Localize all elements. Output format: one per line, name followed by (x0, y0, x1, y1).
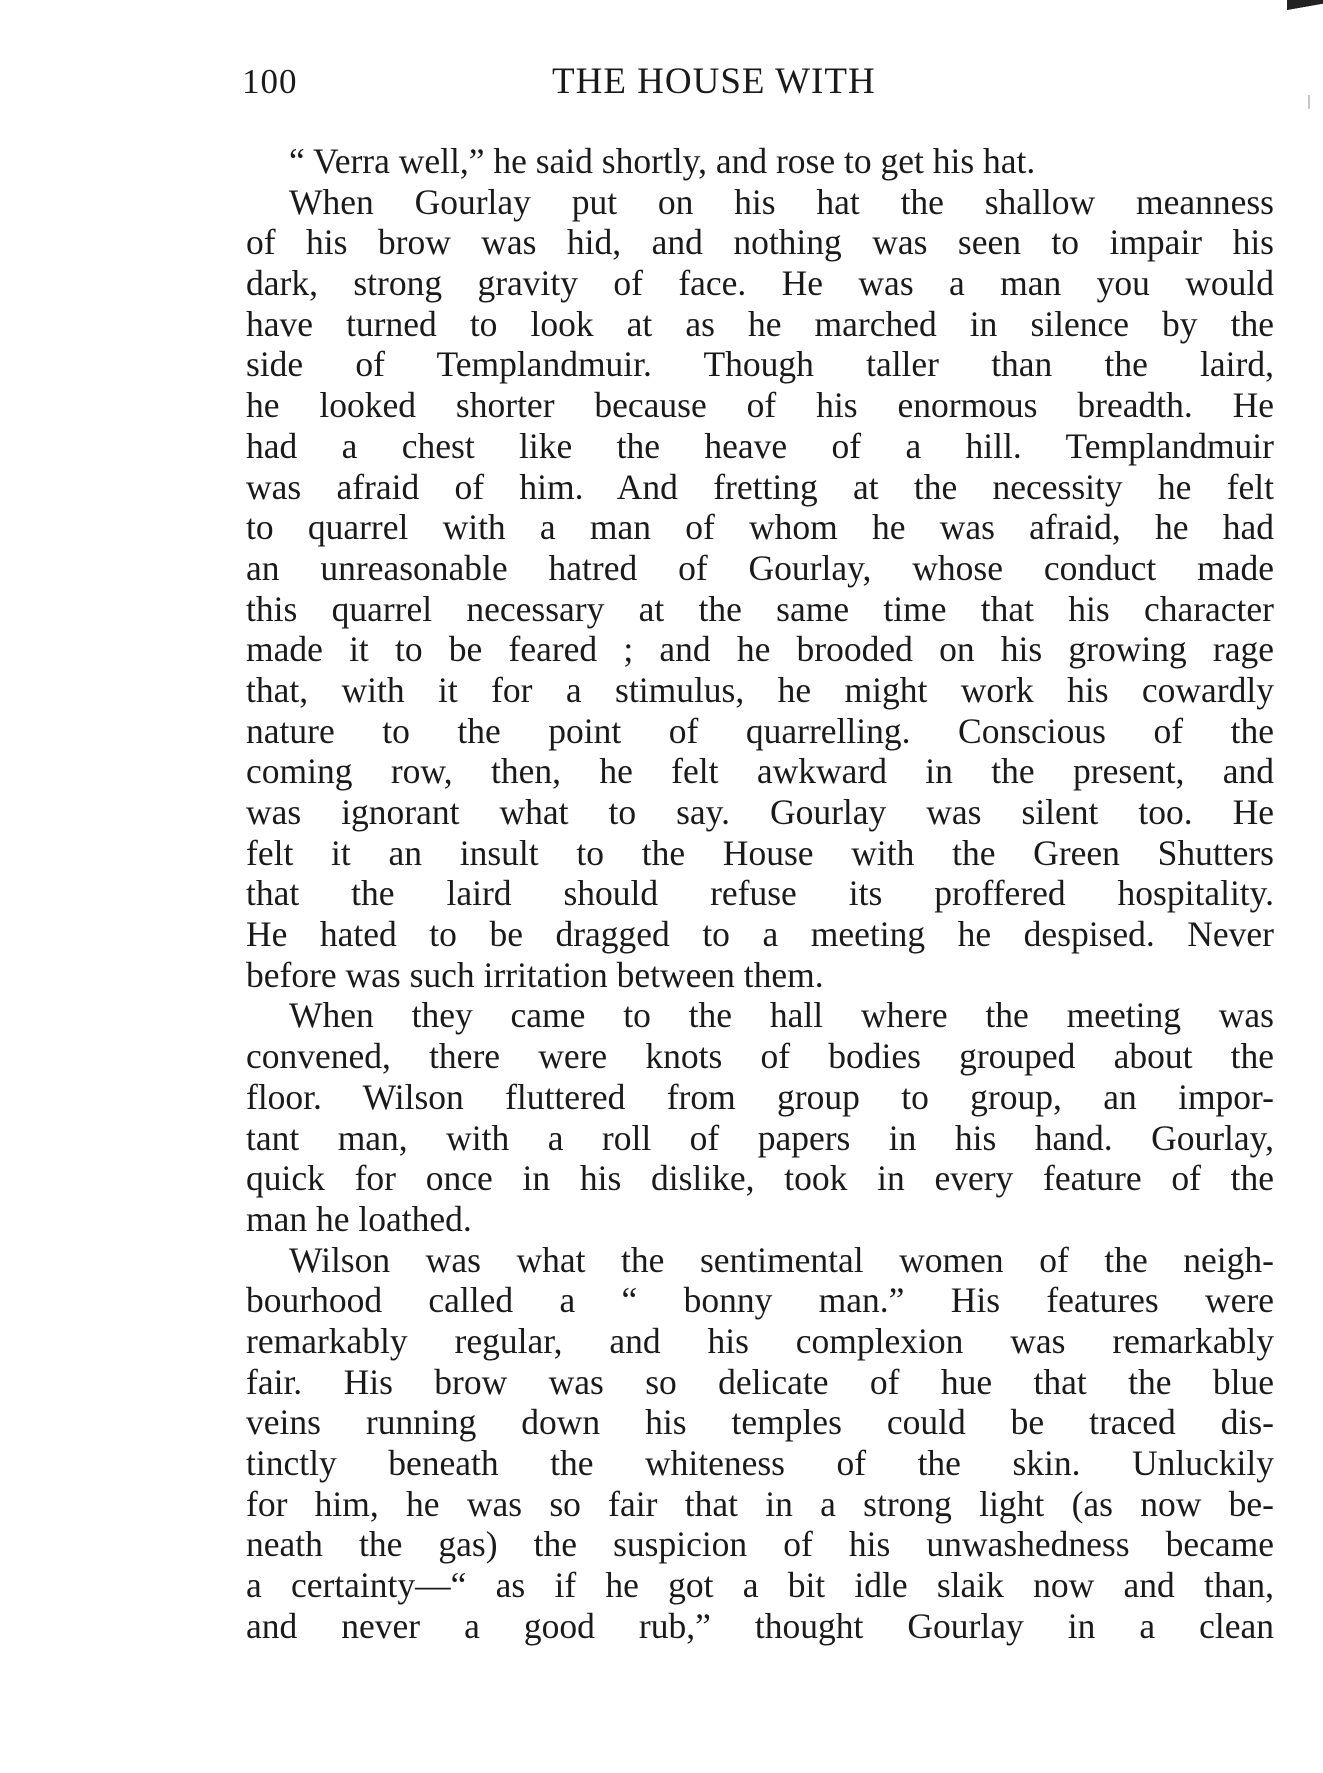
text-line: made it to be feared ; and he brooded on his growing rage (246, 629, 1274, 670)
text-line: bourhood called a “ bonny man.” His features were (246, 1280, 1274, 1321)
text-line: tinctly beneath the whiteness of the skin. Unluckily (246, 1443, 1274, 1483)
text-line: man he loathed. (246, 1198, 472, 1239)
body-text (246, 141, 1274, 1646)
text-line: When they came to the hall where the meeting was (289, 995, 1274, 1036)
text-line: of his brow was hid, and nothing was seen to impair his (246, 222, 1274, 263)
text-line: before was such irritation between them. (246, 954, 824, 995)
text-line: was afraid of him. And fretting at the necessity he felt (246, 466, 1274, 507)
text-line: that, with it for a stimulus, he might work his cowardly (246, 669, 1274, 710)
text-line: nature to the point of quarrelling. Conscious of the (246, 710, 1274, 751)
text-line: an unreasonable hatred of Gourlay, whose conduct made (246, 547, 1274, 588)
text-line: was ignorant what to say. Gourlay was silent too. He (246, 792, 1274, 832)
text-line: Wilson was what the sentimental women of the neigh- (289, 1239, 1274, 1280)
text-line: a certainty—“ as if he got a bit idle slaik now and than, (246, 1565, 1274, 1606)
running-title: THE HOUSE WITH (552, 61, 876, 102)
text-line: that the laird should refuse its proffered hospitality. (246, 873, 1274, 914)
text-line: convened, there were knots of bodies grouped about the (246, 1036, 1274, 1077)
text-line: this quarrel necessary at the same time that his character (246, 588, 1274, 629)
text-line: to quarrel with a man of whom he was afraid, he had (246, 507, 1274, 548)
text-line: floor. Wilson fluttered from group to group, an impor- (246, 1076, 1274, 1117)
page-number: 100 (242, 62, 298, 101)
text-line: He hated to be dragged to a meeting he despised. Never (246, 914, 1274, 955)
text-line: felt it an insult to the House with the Green Shutters (246, 832, 1274, 873)
text-line: remarkably regular, and his complexion was remarkably (246, 1320, 1274, 1361)
text-line: veins running down his temples could be traced dis- (246, 1402, 1274, 1443)
scan-speck (1308, 95, 1310, 109)
text-line: for him, he was so fair that in a strong light (as now be- (246, 1483, 1274, 1524)
text-line: had a chest like the heave of a hill. Templandmuir (246, 425, 1274, 466)
text-line: neath the gas) the suspicion of his unwashedness became (246, 1524, 1274, 1565)
running-head (242, 62, 970, 108)
text-line: have turned to look at as he marched in silence by the (246, 303, 1274, 344)
text-line: fair. His brow was so delicate of hue that the blue (246, 1361, 1274, 1402)
text-line: “ Verra well,” he said shortly, and rose to get his hat. (289, 141, 1036, 181)
scan-corner-mark (1287, 0, 1323, 22)
text-line: coming row, then, he felt awkward in the present, and (246, 751, 1274, 792)
text-line: side of Templandmuir. Though taller than the laird, (246, 344, 1274, 385)
text-line: and never a good rub,” thought Gourlay in a clean (246, 1605, 1274, 1646)
text-line: quick for once in his dislike, took in every feature of the (246, 1158, 1274, 1199)
text-line: When Gourlay put on his hat the shallow meanness (289, 181, 1274, 222)
text-line: he looked shorter because of his enormous breadth. He (246, 385, 1274, 426)
text-line: tant man, with a roll of papers in his hand. Gourlay, (246, 1117, 1274, 1158)
text-line: dark, strong gravity of face. He was a man you would (246, 263, 1274, 304)
